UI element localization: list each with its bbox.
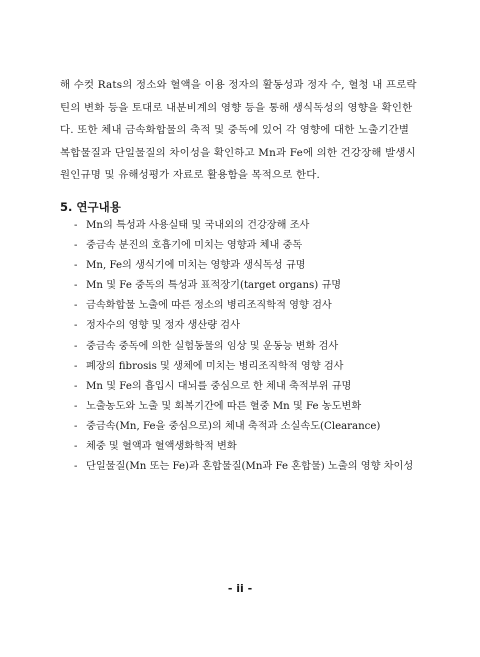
list-item (74, 296, 413, 316)
list-bullet: - (74, 340, 78, 352)
list-bullet: - (74, 441, 78, 453)
list-item-text: 중금속(Mn, Fe을 중심으로)의 체내 축적과 소실속도(Clearance) (86, 420, 381, 432)
list-item-text: 중금속 분진의 호흡기에 미치는 영향과 체내 중독 (86, 240, 303, 252)
list-item-text: 노출농도와 노출 및 회복기간에 따른 혈중 Mn 및 Fe 농도변화 (86, 400, 362, 412)
page-number: - ii - (227, 582, 253, 595)
intro-line: 틴의 변화 등을 토대로 내분비계의 영향 등을 통해 생식독성의 영향을 확인한 (60, 101, 413, 114)
list-item-text: 정자수의 영향 및 정자 생산량 검사 (86, 320, 240, 332)
list-bullet: - (74, 240, 78, 252)
list-item-text: 체중 및 혈액과 혈액생화학적 변화 (86, 441, 237, 453)
intro-paragraph (60, 74, 432, 187)
list-bullet: - (74, 360, 78, 372)
list-item (74, 397, 413, 417)
list-item-text: Mn, Fe의 생식기에 미치는 영향과 생식독성 규명 (86, 260, 306, 272)
list-item-text: 중금속 중독에 의한 실험동물의 임상 및 운동능 변화 검사 (86, 340, 339, 352)
list-item (74, 417, 413, 437)
list-item (74, 236, 413, 256)
section-heading: 5. 연구내용 (60, 200, 121, 214)
list-bullet: - (74, 320, 78, 332)
list-item (74, 337, 413, 357)
list-bullet: - (74, 300, 78, 312)
list-bullet: - (74, 420, 78, 432)
research-content-list (74, 216, 413, 477)
list-item-text: 폐장의 fibrosis 및 생체에 미치는 병리조직학적 영향 검사 (86, 360, 344, 372)
list-item (74, 256, 413, 276)
list-bullet: - (74, 461, 78, 473)
intro-line: 해 수컷 Rats의 정소와 혈액을 이용 정자의 활동성과 정자 수, 혈청 내 프로락 (60, 79, 417, 91)
list-item (74, 357, 413, 377)
list-item-text: 단일물질(Mn 또는 Fe)과 혼합물질(Mn과 Fe 혼합물) 노출의 영향 차이성 (86, 461, 414, 473)
list-item-text: 금속화합물 노출에 따른 정소의 병리조직학적 영향 검사 (86, 300, 332, 312)
list-item-text: Mn 및 Fe의 흡입시 대뇌를 중심으로 한 체내 축적부위 규명 (86, 380, 352, 392)
intro-line: 원인규명 및 유해성평가 자료로 활용함을 목적으로 한다. (60, 169, 320, 182)
list-item (74, 216, 413, 236)
list-bullet: - (74, 260, 78, 272)
list-item (74, 276, 413, 296)
list-item-text: Mn 및 Fe 중독의 특성과 표적장기(target organs) 규명 (86, 280, 342, 292)
list-bullet: - (74, 380, 78, 392)
list-item (74, 316, 413, 336)
list-item (74, 457, 413, 477)
list-bullet: - (74, 280, 78, 292)
list-bullet: - (74, 400, 78, 412)
list-bullet: - (74, 220, 78, 231)
list-item (74, 377, 413, 397)
list-item-text: Mn의 특성과 사용실태 및 국내외의 건강장해 조사 (86, 220, 310, 231)
list-item (74, 437, 413, 457)
intro-line: 다. 또한 체내 금속화합물의 축적 및 중독에 있어 각 영향에 대한 노출기간별 (60, 124, 410, 137)
intro-line: 복합물질과 단일물질의 차이성을 확인하고 Mn과 Fe에 의한 건강장해 발생시 (60, 146, 416, 159)
